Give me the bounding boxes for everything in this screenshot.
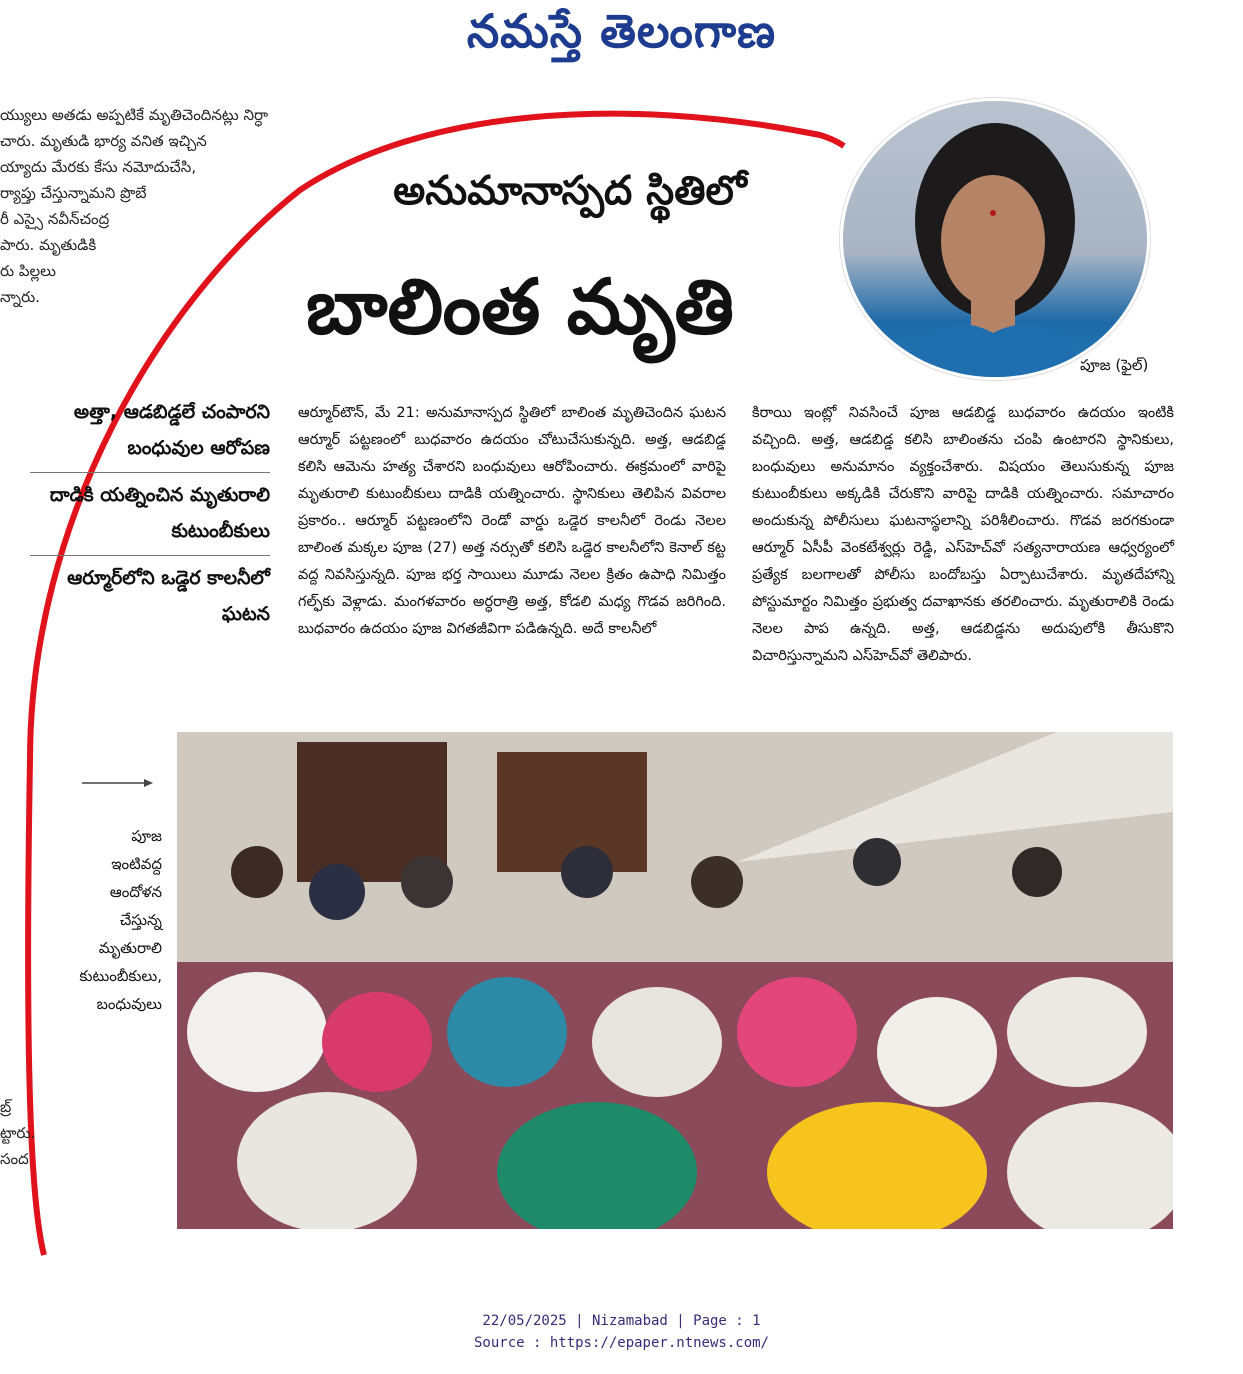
- portrait-caption: పూజ (ఫైల్): [1080, 356, 1149, 374]
- crowd-photo: [177, 732, 1173, 1229]
- fragment-line: య్యులు అతడు అప్పటికే మృతిచెందినట్లు నిర్ధా: [0, 106, 269, 124]
- adjacent-article-fragment-bottom: [0, 1094, 70, 1172]
- article-body-column-2: కిరాయి ఇంట్లో నివసించే పూజ ఆడబిడ్డ బుధవారం ఉదయం ఇంటికి వచ్చింది. అత్త, ఆడబిడ్డ కలిసి బాలింతను చంపి ఉంటారని స్థానికులు, బంధువులు అనుమానం వ్యక్తంచేశారు. విషయం తెలుసుకున్న పూజ కుటుంబీకులు అక్కడికి చేరుకొని వారిపై దాడికి యత్నించారు. సమాచారం అందుకున్న పోలీసులు ఘటనాస్థలాన్ని పరిశీలించారు. గొడవ జరగకుండా ఆర్మూర్ ఏసీపీ వెంకటేశ్వర్లు రెడ్డి, ఎస్‌హెచ్‌వో సత్యనారాయణ ఆధ్వర్యంలో ప్రత్యేక బలగాలతో పోలీసు బందోబస్తు ఏర్పాటుచేశారు. మృతదేహాన్ని పోస్టుమార్టం నిమిత్తం ప్రభుత్వ దవాఖానకు తరలించారు. మృతురాలికి రెండు నెలల పాప ఉన్నది. అత్త, ఆడబిడ్డను అదుపులోకి తీసుకొని విచారిస్తున్నామని ఎస్‌హెచ్‌వో తెలిపారు.: [752, 405, 1174, 664]
- deck-item: అత్తా, ఆడబిడ్డలే చంపారని బంధువుల ఆరోపణ: [30, 390, 270, 473]
- fragment-line: రీ ఎస్సై నవీన్‌చంద్ర: [0, 210, 110, 228]
- caption-line: ఇంటివద్ద: [111, 855, 162, 873]
- masthead-title: నమస్తే తెలంగాణ: [466, 4, 777, 58]
- portrait-photo: [840, 98, 1150, 380]
- deck-item: ఆర్మూర్‌లోని ఒడ్డెర కాలనీలో ఘటన: [67, 567, 270, 625]
- page-footer: [0, 1310, 1243, 1354]
- fragment-line: య్యాదు మేరకు కేసు నమోదుచేసి,: [0, 158, 197, 176]
- article-body-column-1: ఆర్మూర్‌టౌన్, మే 21: అనుమానాస్పద స్థితిలో బాలింత మృతిచెందిన ఘటన ఆర్మూర్ పట్టణంలో బుధవారం ఉదయం చోటుచేసుకున్నది. అత్త, ఆడబిడ్డ కలిసి ఆమెను హత్య చేశారని బంధువులు ఆరోపించారు. ఈక్రమంలో వారిపై మృతురాలి కుటుంబీకులు దాడికి యత్నించారు. స్థానికులు తెలిపిన వివరాల ప్రకారం.. ఆర్మూర్ పట్టణంలోని రెండో వార్డు ఒడ్డెర కాలనీలో రెండు నెలల బాలింత మక్కల పూజ (27) అత్త నర్సుతో కలిసి ఒడ్డెర కాలనీలోని కెనాల్ కట్ట వద్ద నివసిస్తున్నది. పూజ భర్త సాయిలు మూడు నెలల క్రితం ఉపాధి నిమిత్తం గల్ఫ్‌కు వెళ్లాడు. మంగళవారం అర్ధరాత్రి అత్త, కోడలి మధ్య గొడవ జరిగింది. బుధవారం ఉదయం పూజ విగతజీవిగా పడిఉన్నది. అదే కాలనీలో: [298, 405, 726, 637]
- caption-line: బంధువులు: [96, 995, 162, 1013]
- arrow-right-icon: [82, 778, 154, 788]
- headline-kicker: అనుమానాస్పద స్థితిలో: [393, 168, 747, 214]
- caption-line: ఆందోళన: [109, 883, 162, 901]
- fragment-line: న్నారు.: [0, 288, 40, 306]
- fragment-line: ట్టారు.: [0, 1124, 36, 1142]
- fragment-line: ర్యాప్తు చేస్తున్నామని ప్రొబే: [0, 184, 147, 202]
- footer-source: Source : https://epaper.ntnews.com/: [473, 1335, 769, 1351]
- headline-main: బాలింత మృతి: [306, 262, 734, 351]
- fragment-line: చారు. మృతుడి భార్య వనిత ఇచ్చిన: [0, 132, 207, 150]
- fragment-line: సంద: [0, 1150, 29, 1168]
- caption-line: పూజ: [131, 827, 162, 845]
- fragment-line: రు పిల్లలు: [0, 262, 56, 280]
- footer-date-edition: 22/05/2025 | Nizamabad | Page : 1: [482, 1313, 761, 1329]
- deck-item: దాడికి యత్నించిన మృతురాలి కుటుంబీకులు: [30, 473, 270, 556]
- caption-line: కుటుంబీకులు,: [79, 967, 162, 985]
- crowd-photo-caption: [60, 822, 162, 1018]
- caption-line: చేస్తున్న: [119, 911, 162, 929]
- caption-line: మృతురాలి: [98, 939, 162, 957]
- fragment-line: పారు. మృతుడికి: [0, 236, 97, 254]
- fragment-line: బ్ర్: [0, 1098, 12, 1116]
- sub-headline-decks: [30, 390, 270, 638]
